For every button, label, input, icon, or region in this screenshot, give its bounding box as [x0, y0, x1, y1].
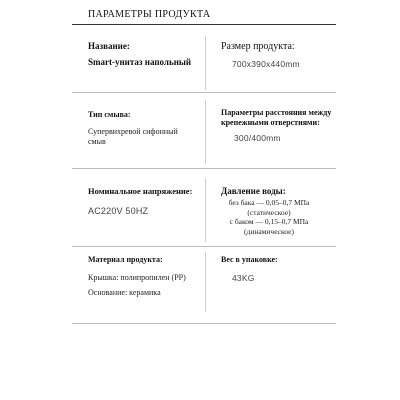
- water-pressure-line-4: (динамическое): [244, 226, 294, 236]
- material-label: Материал продукта:: [88, 255, 163, 264]
- water-pressure-line-1: без бака — 0,05–0,7 МПа: [228, 198, 310, 207]
- page-title: ПАРАМЕТРЫ ПРОДУКТА: [88, 9, 211, 20]
- mount-distance-value: 300/400mm: [234, 133, 281, 143]
- row-divider-2: [72, 168, 336, 169]
- column-divider-1: [205, 36, 206, 90]
- flush-type-value-line-2: смыв: [88, 137, 106, 146]
- water-pressure-line-2: (статическое): [247, 207, 291, 217]
- row-divider-1: [72, 92, 336, 93]
- column-divider-3: [205, 178, 206, 242]
- water-pressure-line-3: с баком — 0,15–0,7 МПа: [229, 217, 309, 226]
- water-pressure-value: [213, 198, 325, 236]
- package-weight-label: Вес в упаковке:: [221, 255, 278, 264]
- flush-type-value: [88, 127, 178, 147]
- package-weight-value: 43KG: [232, 273, 255, 283]
- row-divider-3: [72, 246, 336, 247]
- material-value-line-1: Крышка: полипропилен (PP): [88, 273, 186, 282]
- material-value: [88, 270, 186, 300]
- mount-distance-label: [221, 108, 331, 128]
- size-value: 700x390x440mm: [232, 59, 300, 69]
- voltage-value: AC220V 50HZ: [88, 206, 149, 216]
- flush-type-label: Тип смыва:: [88, 110, 131, 119]
- name-value: Smart-унитаз напольный: [88, 57, 192, 67]
- mount-distance-label-line-1: Параметры расстояния между: [221, 108, 332, 117]
- flush-type-value-line-1: Супервихревой сифонный: [88, 127, 178, 136]
- row-divider-4: [72, 323, 336, 324]
- voltage-label: Номинальное напряжение:: [88, 186, 193, 196]
- mount-distance-label-line-2: крепежными отверстиями:: [221, 118, 320, 127]
- header-rule: [72, 24, 336, 25]
- size-label: Размер продукта:: [221, 41, 295, 52]
- water-pressure-label: Давление воды:: [221, 186, 286, 196]
- name-label: Название:: [88, 41, 130, 51]
- material-value-line-2: Основание: керамика: [88, 288, 161, 297]
- column-divider-4: [205, 252, 206, 312]
- column-divider-2: [205, 100, 206, 164]
